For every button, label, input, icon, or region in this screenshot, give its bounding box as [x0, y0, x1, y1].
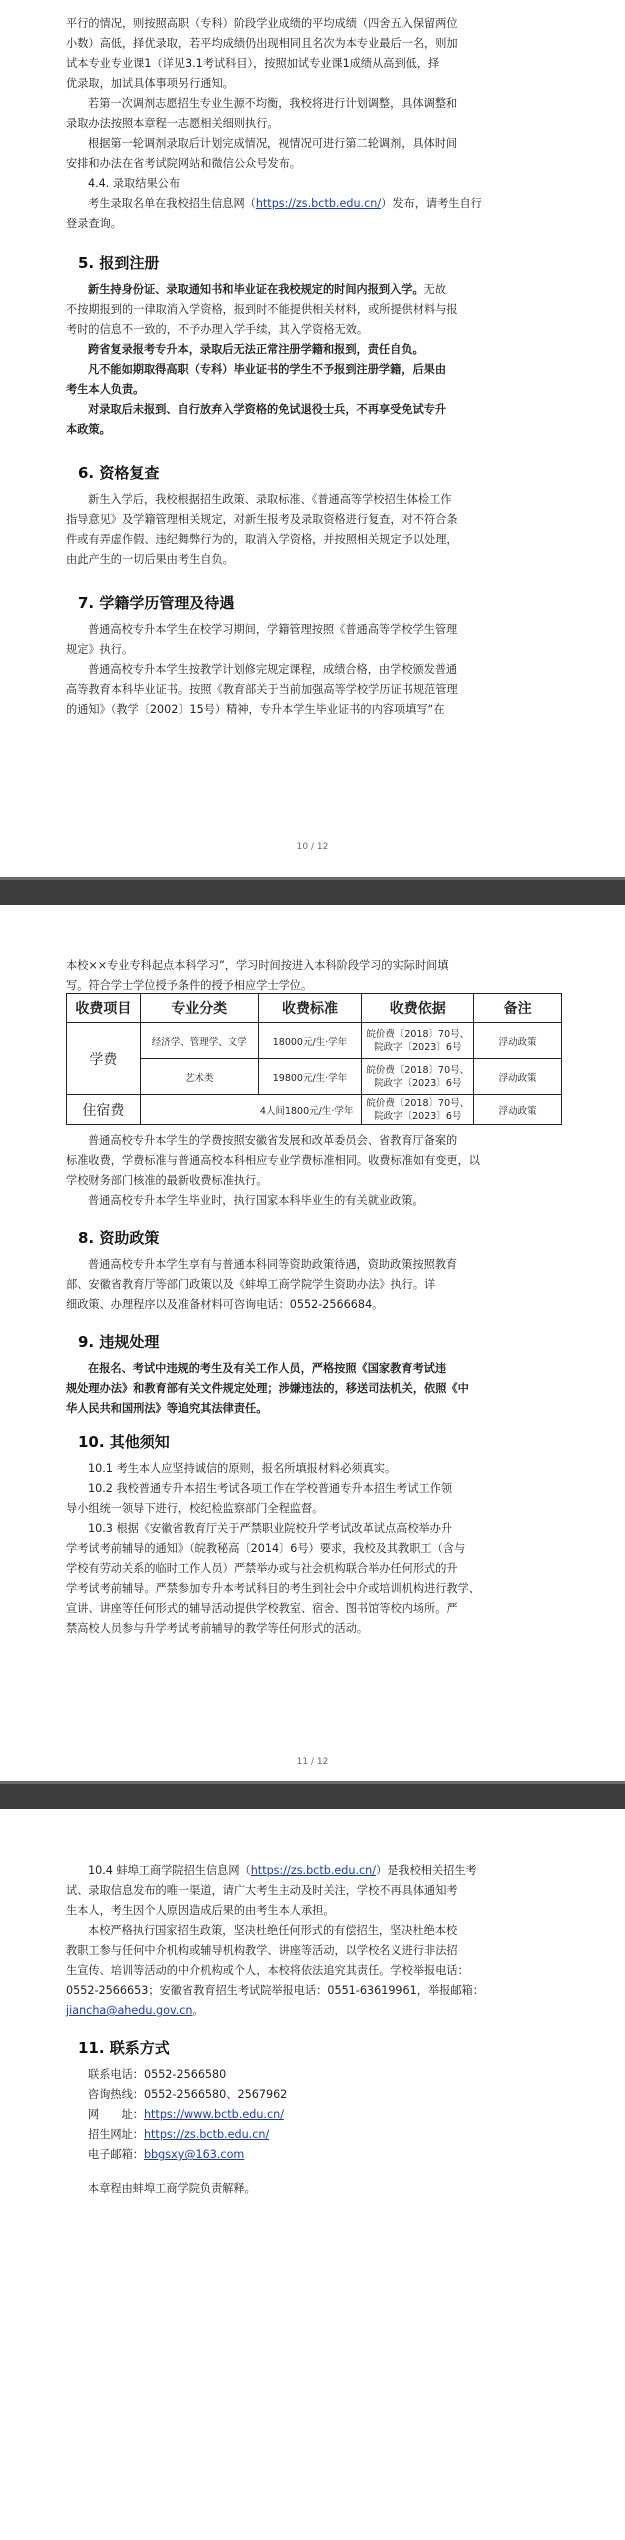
text-line: 普通高校专升本学生按教学计划修完规定课程，成绩合格，由学校颁发普通 [88, 663, 458, 676]
text-line: 在报名、考试中违规的考生及有关工作人员，严格按照《国家教育考试违 [88, 1362, 447, 1375]
section-10-heading: 10. 其他须知 [78, 1433, 170, 1451]
text-line: 0552-2566653；安徽省教育招生考试院举报电话：0551-63619961，举报邮箱： [66, 1984, 484, 1997]
text-line: 标准收费，学费标准与普通高校本科相应专业学费标准相同。收费标准如有变更，以 [66, 1154, 480, 1167]
section-7-heading: 7. 学籍学历管理及待遇 [78, 594, 235, 612]
contact-label: 招生网址： [88, 2128, 144, 2141]
contact-value: 0552-2566580、2567962 [143, 2088, 288, 2101]
section-4-4-title: 4.4. 录取结果公布 [88, 177, 181, 190]
closing-statement: 本章程由蚌埠工商学院负责解释。 [88, 2182, 256, 2195]
text-line: 登录查询。 [66, 217, 122, 230]
basis-line: 皖价费〔2018〕70号、 [366, 1028, 470, 1040]
text-line: 考时的信息不一致的，不予办理入学手续，其入学资格无效。 [66, 323, 369, 336]
text-line: 宣讲、讲座等任何形式的辅导活动提供学校教室、宿舍、图书馆等校内场所。严 [66, 1602, 458, 1615]
text-line: 新生入学后，我校根据招生政策、录取标准、《普通高等学校招生体检工作 [88, 493, 452, 506]
section-6-heading: 6. 资格复查 [78, 464, 160, 482]
text-line: 凡不能如期取得高职（专科）毕业证书的学生不予报到注册学籍，后果由 [88, 363, 447, 376]
section-8-heading: 8. 资助政策 [78, 1229, 160, 1247]
text-line: 指导意见》及学籍管理相关规定，对新生报考及录取资格进行复查，对不符合条 [66, 513, 458, 526]
text-line: 对录取后未报到、自行放弃入学资格的免试退役士兵，不再享受免试专升 [88, 403, 447, 416]
text-segment: ）是我校相关招生考 [376, 1864, 477, 1877]
text-line: 本校严格执行国家招生政策，坚决杜绝任何形式的有偿招生，坚决杜绝本校 [88, 1924, 458, 1937]
text-line: 试本专业专业课1（详见3.1考试科目），按照加试专业课1成绩从高到低，择 [66, 57, 440, 70]
section-11-heading: 11. 联系方式 [78, 2039, 170, 2057]
paragraph-employment: 普通高校专升本学生毕业时，执行国家本科毕业生的有关就业政策。 [88, 1194, 424, 1207]
text-line: 学校有劳动关系的临时工作人员）严禁举办或与社会机构联合举办任何形式的升 [66, 1562, 458, 1575]
contact-list [66, 2065, 562, 2165]
contact-label: 电子邮箱： [88, 2148, 144, 2161]
text-line: 写。符合学士学位授予条件的授予相应学士学位。 [66, 979, 313, 992]
paragraph-second-round [66, 134, 562, 174]
text-line [66, 2001, 562, 2021]
page-separator [0, 877, 625, 905]
text-line: 华人民共和国刑法》等追究其法律责任。 [66, 1402, 268, 1415]
contact-email [66, 2145, 562, 2165]
bold-text: 新生持身份证、录取通知书和毕业证在我校规定的时间内报到入学。 [88, 283, 424, 296]
bold-paragraph-diploma [66, 360, 562, 400]
tuition-label-cell: 学费 [67, 1023, 141, 1095]
paragraph-10-3 [66, 1519, 562, 1639]
note-cell: 浮动政策 [474, 1023, 562, 1059]
text-line: 平行的情况，则按照高职（专科）阶段学业成绩的平均成绩（四舍五入保留两位 [66, 17, 458, 30]
text-line: 试、录取信息发布的唯一渠道，请广大考生主动及时关注，学校不再具体通知考 [66, 1884, 458, 1897]
text-line: 10.2 我校普通专升本招生考试各项工作在学校普通专升本招生考试工作领 [88, 1482, 453, 1495]
paragraph-plan-adjust [66, 94, 562, 134]
contact-label: 联系电话： [88, 2068, 144, 2081]
standard-cell: 19800元/生·学年 [258, 1059, 362, 1095]
paragraph-qualification-review [66, 490, 562, 570]
paragraph-10-4 [66, 1861, 562, 1921]
basis-line: 皖价费〔2018〕70号、 [366, 1097, 470, 1109]
housing-label-cell: 住宿费 [67, 1095, 141, 1125]
text-line: 本校××专业专科起点本科学习”，学习时间按进入本科阶段学习的实际时间填 [66, 959, 449, 972]
text-line: 件或有弄虚作假、违纪舞弊行为的，取消入学资格，并按照相关规定予以处理， [66, 533, 458, 546]
text-line: 优录取，加试具体事项另行通知。 [66, 77, 234, 90]
text-line: 学考试考前辅导。严禁参加专升本考试科目的考生到社会中介或培训机构进行教学、 [66, 1582, 480, 1595]
text-line: 录取办法按照本章程一志愿相关细则执行。 [66, 117, 279, 130]
paragraph-registration [66, 280, 562, 340]
basis-line: 院政字〔2023〕6号 [374, 1110, 462, 1122]
table-header-cell: 专业分类 [140, 994, 258, 1023]
text-line: 安排和办法在省考试院网站和微信公众号发布。 [66, 157, 301, 170]
paragraph-result-publish [66, 194, 562, 214]
paragraph-tie-rule [66, 14, 562, 94]
text-line: 普通高校专升本学生享有与普通本科同等资助政策待遇，资助政策按照教育 [88, 1258, 458, 1271]
report-email-link[interactable]: jiancha@ahedu.gov.cn [66, 2004, 193, 2017]
text-line: 学校财务部门核准的最新收费标准执行。 [66, 1174, 268, 1187]
text-line: 由此产生的一切后果由考生自负。 [66, 553, 234, 566]
contact-label: 网 址： [88, 2108, 144, 2121]
text-line: 根据第一轮调剂录取后计划完成情况，视情况可进行第二轮调剂，具体时间 [88, 137, 458, 150]
note-cell: 浮动政策 [474, 1059, 562, 1095]
page-11-content [66, 1131, 562, 1639]
text-line: 的通知》（教学〔2002〕15号）精神，专升本学生毕业证书的内容项填写“在 [66, 703, 445, 716]
fee-table [66, 993, 562, 1125]
category-cell: 经济学、管理学、文学 [140, 1023, 258, 1059]
page-number: 11 / 12 [296, 1757, 329, 1767]
text-line: 本政策。 [66, 423, 111, 436]
admission-site-link[interactable]: https://zs.bctb.edu.cn/ [250, 1864, 377, 1877]
housing-standard-cell: 4人间1800元/生·学年 [140, 1095, 362, 1125]
text-line: 生本人，考生因个人原因造成后果的由考生本人承担。 [66, 1904, 335, 1917]
admission-site-link[interactable]: https://zs.bctb.edu.cn/ [143, 2128, 270, 2141]
table-header-cell: 收费项目 [67, 994, 141, 1023]
paragraph-integrity [66, 1921, 562, 2021]
paragraph-diploma-issue [66, 660, 562, 720]
admission-site-link[interactable]: https://zs.bctb.edu.cn/ [255, 197, 382, 210]
table-row [67, 1023, 562, 1059]
bold-paragraph-cross-province: 跨省复录报考专升本，录取后无法正常注册学籍和报到，责任自负。 [88, 343, 424, 356]
section-9-heading: 9. 违规处理 [78, 1333, 160, 1351]
paragraph-10-2 [66, 1479, 562, 1519]
contact-label: 咨询热线： [88, 2088, 144, 2101]
document-page-12 [0, 1809, 625, 2540]
email-link[interactable]: bbgsxy@163.com [143, 2148, 245, 2161]
page-10-content [66, 14, 562, 720]
text-line: 部、安徽省教育厅等部门政策以及《蚌埠工商学院学生资助办法》执行。详 [66, 1278, 436, 1291]
text-line: 规定》执行。 [66, 643, 134, 656]
table-header-cell: 备注 [474, 994, 562, 1023]
table-row [67, 1059, 562, 1095]
page-number: 10 / 12 [296, 842, 329, 852]
contact-admission-site [66, 2125, 562, 2145]
text-line: 生宣传、培训等活动的中介机构或个人，本校将依法追究其责任。学校举报电话： [66, 1964, 469, 1977]
document-page-10 [0, 0, 625, 877]
text-line: 10.3 根据《安徽省教育厅关于严禁职业院校升学考试改革试点高校举办升 [88, 1522, 453, 1535]
page-11-top [66, 956, 562, 996]
basis-line: 院政字〔2023〕6号 [374, 1041, 462, 1053]
basis-cell [362, 1023, 474, 1059]
basis-line: 院政字〔2023〕6号 [374, 1077, 462, 1089]
page-12-content [66, 1861, 562, 2199]
text-line: 教职工参与任何中介机构或辅导机构教学、讲座等活动，以学校名义进行非法招 [66, 1944, 458, 1957]
basis-cell [362, 1095, 474, 1125]
category-cell: 艺术类 [140, 1059, 258, 1095]
text-segment: ）发布，请考生自行 [381, 197, 482, 210]
text-line: 若第一次调剂志愿招生专业生源不均衡，我校将进行计划调整，具体调整和 [88, 97, 458, 110]
document-page-11 [0, 905, 625, 1781]
text-line: 细政策、办理程序以及准备材料可咨询电话：0552-2566684。 [66, 1298, 384, 1311]
text-line: 导小组统一领导下进行，校纪检监察部门全程监督。 [66, 1502, 324, 1515]
page-separator [0, 1781, 625, 1809]
text-line: 考生本人负责。 [66, 383, 145, 396]
paragraph-student-management [66, 620, 562, 660]
table-row [67, 1095, 562, 1125]
text-line: 普通高校专升本学生在校学习期间，学籍管理按照《普通高等学校学生管理 [88, 623, 458, 636]
text-segment: 。 [192, 2004, 204, 2017]
section-5-heading: 5. 报到注册 [78, 254, 160, 272]
paragraph-fee-rules [66, 1131, 562, 1191]
text-line: 不按期报到的一律取消入学资格，报到时不能提供相关材料，或所提供材料与报 [66, 303, 458, 316]
paragraph-financial-aid [66, 1255, 562, 1315]
text-line: 禁高校人员参与升学考试考前辅导的教学等任何形式的活动。 [66, 1622, 369, 1635]
text-segment: 10.4 蚌埠工商学院招生信息网（ [88, 1864, 251, 1877]
bold-paragraph-violations [66, 1359, 562, 1419]
contact-phone [66, 2065, 562, 2085]
table-header-cell: 收费标准 [258, 994, 362, 1023]
text-line: 规处理办法》和教育部有关文件规定处理；涉嫌违法的，移送司法机关，依照《中 [66, 1382, 469, 1395]
contact-value: 0552-2566580 [143, 2068, 227, 2081]
basis-cell [362, 1059, 474, 1095]
text-line: 高等教育本科毕业证书。按照《教育部关于当前加强高等学校学历证书规范管理 [66, 683, 458, 696]
basis-line: 皖价费〔2018〕70号、 [366, 1064, 470, 1076]
standard-cell: 18000元/生·学年 [258, 1023, 362, 1059]
website-link[interactable]: https://www.bctb.edu.cn/ [143, 2108, 284, 2121]
bold-paragraph-veterans [66, 400, 562, 440]
contact-website [66, 2105, 562, 2125]
text-line: 学考试考前辅导的通知》（皖教秘高〔2014〕6号）要求，我校及其教职工（含与 [66, 1542, 466, 1555]
contact-hotline [66, 2085, 562, 2105]
paragraph-10-1: 10.1 考生本人应坚持诚信的原则，报名所填报材料必须真实。 [88, 1462, 397, 1475]
text-segment: 无故 [423, 283, 447, 296]
table-header-cell: 收费依据 [362, 994, 474, 1023]
note-cell: 浮动政策 [474, 1095, 562, 1125]
text-segment: 考生录取名单在我校招生信息网（ [88, 197, 256, 210]
text-line: 小数）高低，择优录取，若平均成绩仍出现相同且名次为本专业最后一名，则加 [66, 37, 458, 50]
text-line: 普通高校专升本学生的学费按照安徽省发展和改革委员会、省教育厅备案的 [88, 1134, 458, 1147]
